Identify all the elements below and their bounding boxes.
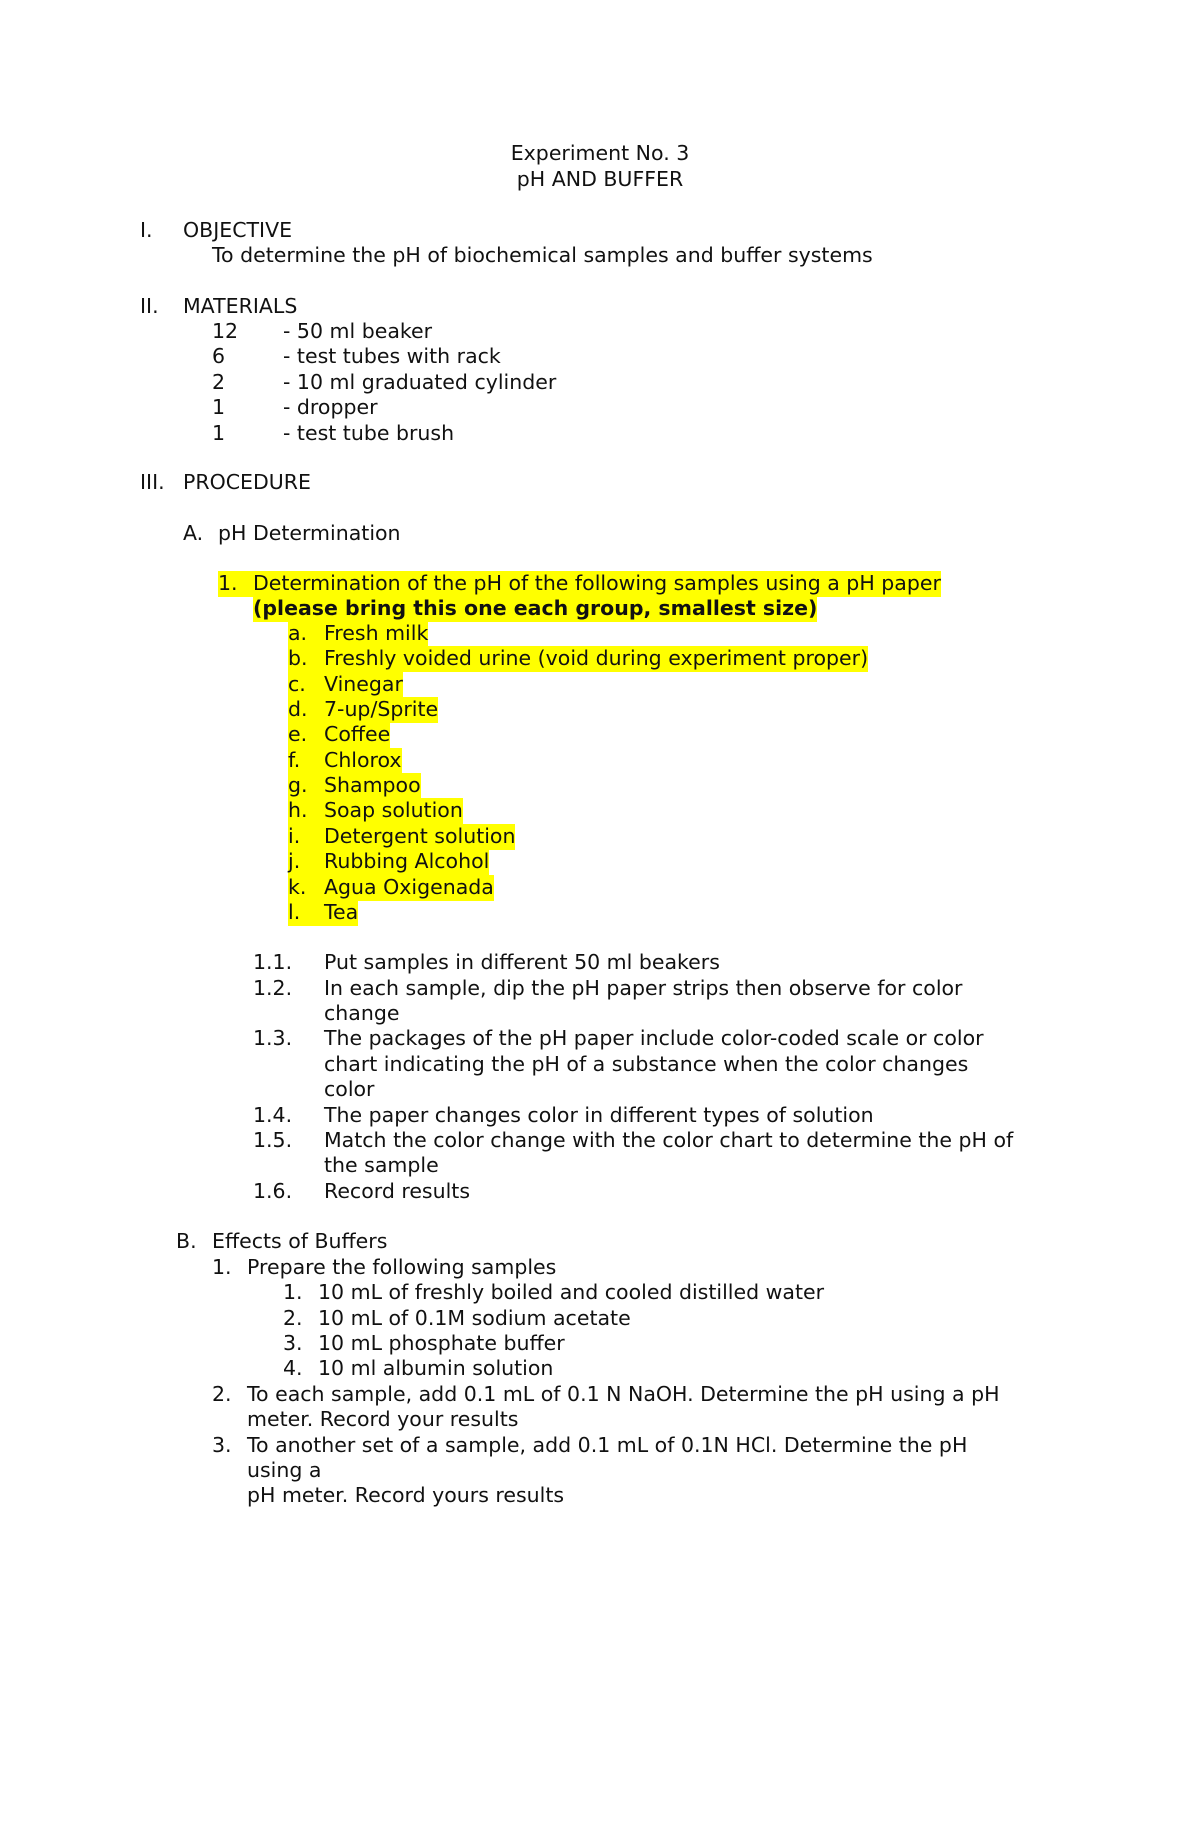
buffer-sample-number: 4. xyxy=(283,1356,303,1380)
sample-name: Freshly voided urine (void during experiment proper) xyxy=(324,646,869,670)
sample-name: Chlorox xyxy=(324,748,402,772)
objective-heading: OBJECTIVE xyxy=(183,218,293,242)
buffer-sample-text: 10 mL of freshly boiled and cooled distilled water xyxy=(318,1280,825,1304)
sample-letter: i. xyxy=(288,824,324,850)
substep-text: Put samples in different 50 ml beakers xyxy=(324,950,720,974)
buffer-step-text: pH meter. Record yours results xyxy=(247,1483,565,1507)
buffer-step-text: To another set of a sample, add 0.1 mL of 0.1N HCl. Determine the pH xyxy=(247,1433,968,1457)
sample-name: Agua Oxigenada xyxy=(324,875,494,899)
sample-letter: g. xyxy=(288,773,324,799)
sample-letter: e. xyxy=(288,722,324,748)
sample-letter: k. xyxy=(288,875,324,901)
substep-text: the sample xyxy=(324,1153,439,1177)
procedure-number: III. xyxy=(140,470,165,494)
sample-letter: b. xyxy=(288,646,324,672)
sample-name: Tea xyxy=(324,900,359,924)
material-qty: 1 xyxy=(212,395,226,419)
sample-letter: c. xyxy=(288,672,324,698)
sample-letter: h. xyxy=(288,798,324,824)
substep-number: 1.4. xyxy=(253,1103,293,1127)
buffer-sample-text: 10 ml albumin solution xyxy=(318,1356,554,1380)
buffer-sample-text: 10 mL phosphate buffer xyxy=(318,1331,565,1355)
buffer-step-number: 2. xyxy=(212,1382,232,1406)
substep-text: The paper changes color in different types of solution xyxy=(324,1103,874,1127)
buffer-step-number: 3. xyxy=(212,1433,232,1457)
buffer-sample-number: 1. xyxy=(283,1280,303,1304)
material-qty: 1 xyxy=(212,421,226,445)
material-qty: 12 xyxy=(212,319,239,343)
substep-text: color xyxy=(324,1077,375,1101)
substep-number: 1.1. xyxy=(253,950,293,974)
objective-number: I. xyxy=(140,218,153,242)
substep-text: chart indicating the pH of a substance when the color changes xyxy=(324,1052,969,1076)
sample-name: Detergent solution xyxy=(324,824,516,848)
sample-letter: f. xyxy=(288,748,324,774)
substep-text: The packages of the pH paper include color-coded scale or color xyxy=(324,1026,984,1050)
substep-number: 1.2. xyxy=(253,976,293,1000)
section-a-title: pH Determination xyxy=(218,521,401,545)
buffer-step-number: 1. xyxy=(212,1255,232,1279)
substep-number: 1.3. xyxy=(253,1026,293,1050)
sample-name: Fresh milk xyxy=(324,621,429,645)
sample-name: Shampoo xyxy=(324,773,421,797)
buffer-step-text: To each sample, add 0.1 mL of 0.1 N NaOH. Determine the pH using a pH xyxy=(247,1382,1000,1406)
materials-heading: MATERIALS xyxy=(183,294,298,318)
substep-text: Record results xyxy=(324,1179,471,1203)
sample-name: Vinegar xyxy=(324,672,403,696)
step1-number: 1. xyxy=(218,571,253,597)
substep-number: 1.5. xyxy=(253,1128,293,1152)
sample-letter: j. xyxy=(288,849,324,875)
procedure-heading: PROCEDURE xyxy=(183,470,311,494)
buffer-step-text: Prepare the following samples xyxy=(247,1255,557,1279)
substep-text: Match the color change with the color chart to determine the pH of xyxy=(324,1128,1014,1152)
section-a-letter: A. xyxy=(183,521,204,545)
sample-name: 7-up/Sprite xyxy=(324,697,439,721)
material-desc: - test tubes with rack xyxy=(283,344,501,368)
material-desc: - dropper xyxy=(283,395,378,419)
buffer-sample-number: 3. xyxy=(283,1331,303,1355)
page-title: Experiment No. 3 xyxy=(510,141,690,165)
substep-number: 1.6. xyxy=(253,1179,293,1203)
sample-name: Rubbing Alcohol xyxy=(324,849,490,873)
material-desc: - test tube brush xyxy=(283,421,455,445)
buffer-sample-number: 2. xyxy=(283,1306,303,1330)
sample-name: Coffee xyxy=(324,722,391,746)
page-subtitle: pH AND BUFFER xyxy=(516,167,684,191)
section-b-title: Effects of Buffers xyxy=(212,1229,388,1253)
section-b-letter: B. xyxy=(176,1229,197,1253)
buffer-step-text: using a xyxy=(247,1458,322,1482)
substep-text: change xyxy=(324,1001,400,1025)
step1-note: (please bring this one each group, smallest size) xyxy=(253,596,818,620)
material-qty: 6 xyxy=(212,344,226,368)
substep-text: In each sample, dip the pH paper strips then observe for color xyxy=(324,976,963,1000)
material-qty: 2 xyxy=(212,370,226,394)
step1-text: Determination of the pH of the following samples using a pH paper xyxy=(253,571,941,595)
sample-letter: d. xyxy=(288,697,324,723)
material-desc: - 50 ml beaker xyxy=(283,319,433,343)
sample-name: Soap solution xyxy=(324,798,463,822)
sample-letter: a. xyxy=(288,621,324,647)
sample-letter: l. xyxy=(288,900,324,926)
materials-number: II. xyxy=(140,294,159,318)
buffer-step-text: meter. Record your results xyxy=(247,1407,519,1431)
buffer-sample-text: 10 mL of 0.1M sodium acetate xyxy=(318,1306,631,1330)
material-desc: - 10 ml graduated cylinder xyxy=(283,370,557,394)
objective-text: To determine the pH of biochemical samples and buffer systems xyxy=(212,243,873,267)
